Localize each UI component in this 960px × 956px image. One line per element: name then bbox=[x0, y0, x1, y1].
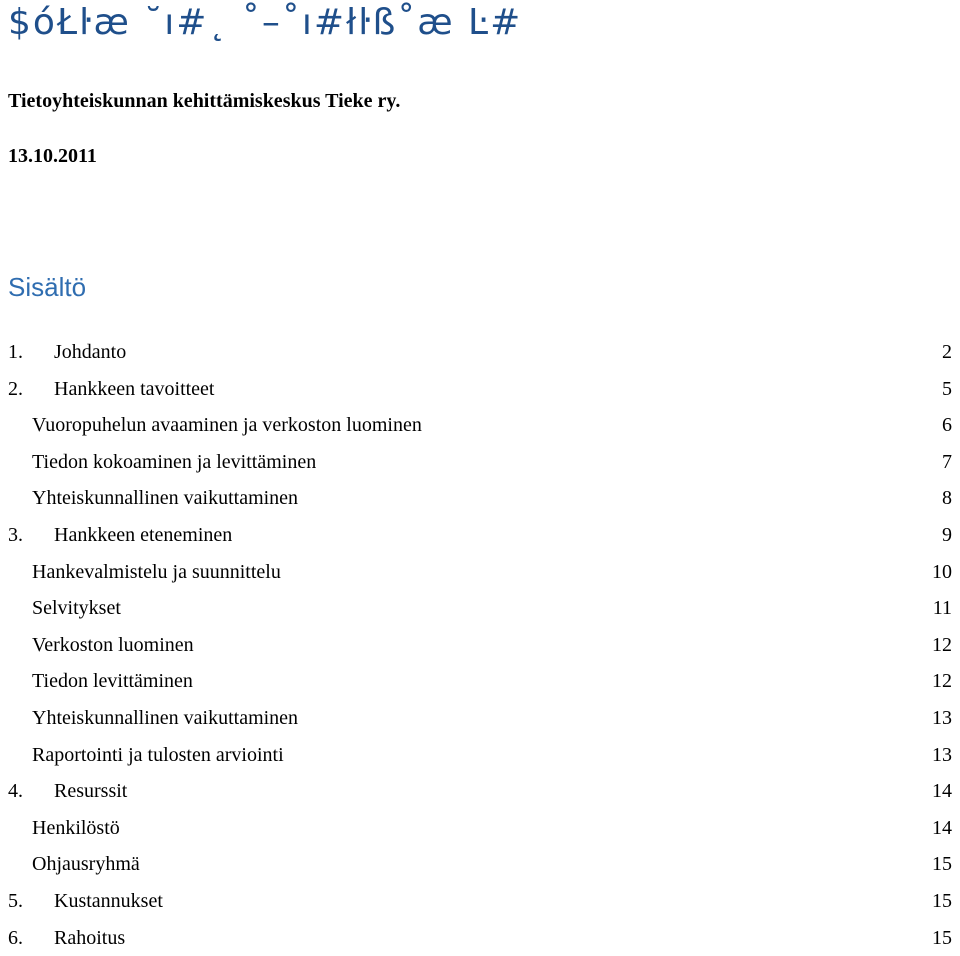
toc-entry-page: 15 bbox=[932, 920, 952, 956]
toc-entry-page: 12 bbox=[932, 663, 952, 700]
toc-entry-label: Resurssit bbox=[54, 773, 127, 810]
toc-entry-page: 15 bbox=[932, 846, 952, 883]
toc-entry-label: Tiedon kokoaminen ja levittäminen bbox=[8, 444, 316, 481]
toc-entry[interactable] bbox=[8, 846, 952, 883]
toc-entry-label: Kustannukset bbox=[54, 883, 163, 920]
toc-entry[interactable] bbox=[8, 627, 952, 664]
organization-name: Tietoyhteiskunnan kehittämiskeskus Tieke ry. bbox=[8, 90, 400, 113]
toc-entry[interactable] bbox=[8, 883, 952, 920]
toc-entry-label: Ohjausryhmä bbox=[8, 846, 140, 883]
toc-entry-page: 14 bbox=[932, 773, 952, 810]
toc-entry-label: Raportointi ja tulosten arviointi bbox=[8, 737, 284, 774]
toc-entry-page: 6 bbox=[942, 407, 952, 444]
toc-entry-page: 9 bbox=[942, 517, 952, 554]
toc-entry[interactable] bbox=[8, 663, 952, 700]
toc-entry-page: 14 bbox=[932, 810, 952, 847]
toc-entry-label: Henkilöstö bbox=[8, 810, 120, 847]
toc-entry-label: Hankkeen eteneminen bbox=[54, 517, 232, 554]
document-title: $óŁŀæ ˘ı#˛ ˚–˚ı#łŀß˚æ Ŀ# bbox=[8, 2, 522, 43]
toc-entry-number: 5. bbox=[8, 883, 54, 920]
toc-entry-label: Hankkeen tavoitteet bbox=[54, 371, 215, 408]
toc-entry[interactable] bbox=[8, 517, 952, 554]
toc-entry[interactable] bbox=[8, 700, 952, 737]
toc-entry-number: 1. bbox=[8, 334, 54, 371]
toc-entry-page: 10 bbox=[932, 554, 952, 591]
toc-entry[interactable] bbox=[8, 554, 952, 591]
toc-entry-page: 8 bbox=[942, 480, 952, 517]
toc-entry-number: 6. bbox=[8, 920, 54, 956]
toc-entry[interactable] bbox=[8, 920, 952, 956]
toc-entry-page: 2 bbox=[942, 334, 952, 371]
toc-entry-page: 12 bbox=[932, 627, 952, 664]
toc-entry[interactable] bbox=[8, 590, 952, 627]
toc-entry-page: 13 bbox=[932, 737, 952, 774]
toc-entry-label: Yhteiskunnallinen vaikuttaminen bbox=[8, 700, 298, 737]
toc-entry[interactable] bbox=[8, 334, 952, 371]
toc-entry-label: Yhteiskunnallinen vaikuttaminen bbox=[8, 480, 298, 517]
toc-entry[interactable] bbox=[8, 773, 952, 810]
toc-entry-label: Tiedon levittäminen bbox=[8, 663, 193, 700]
toc-entry-page: 5 bbox=[942, 371, 952, 408]
toc-entry-page: 11 bbox=[933, 590, 952, 627]
toc-entry[interactable] bbox=[8, 371, 952, 408]
toc-entry-label: Rahoitus bbox=[54, 920, 125, 956]
table-of-contents bbox=[8, 334, 952, 956]
toc-entry-page: 15 bbox=[932, 883, 952, 920]
toc-entry-label: Selvitykset bbox=[8, 590, 121, 627]
toc-entry-number: 3. bbox=[8, 517, 54, 554]
toc-entry[interactable] bbox=[8, 480, 952, 517]
toc-entry-page: 13 bbox=[932, 700, 952, 737]
toc-heading: Sisältö bbox=[8, 272, 86, 303]
document-date: 13.10.2011 bbox=[8, 145, 97, 168]
toc-entry-label: Hankevalmistelu ja suunnittelu bbox=[8, 554, 281, 591]
toc-entry-number: 2. bbox=[8, 371, 54, 408]
toc-entry[interactable] bbox=[8, 444, 952, 481]
toc-entry[interactable] bbox=[8, 737, 952, 774]
toc-entry-label: Johdanto bbox=[54, 334, 126, 371]
toc-entry-number: 4. bbox=[8, 773, 54, 810]
toc-entry-label: Vuoropuhelun avaaminen ja verkoston luominen bbox=[8, 407, 422, 444]
toc-entry-page: 7 bbox=[942, 444, 952, 481]
toc-entry-label: Verkoston luominen bbox=[8, 627, 194, 664]
toc-entry[interactable] bbox=[8, 407, 952, 444]
toc-entry[interactable] bbox=[8, 810, 952, 847]
